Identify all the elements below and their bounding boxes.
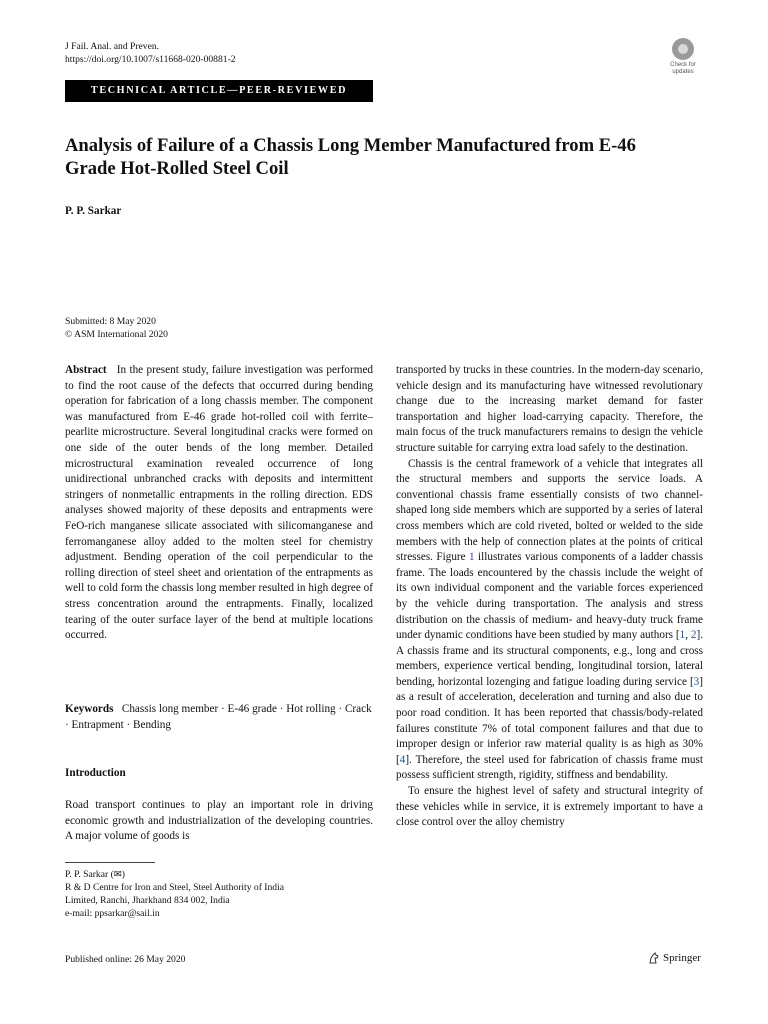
introduction-heading: Introduction [65, 767, 126, 779]
ref-4-link[interactable]: 4 [399, 753, 406, 766]
author-affiliation [65, 868, 373, 920]
paragraph-transport: transported by trucks in these countries. In the modern-day scenario, vehicle design and its manufacturing have witnessed revolutionary change due to the increasing market demand for faster transportation and higher load-carrying capacity. Therefore, the main focus of the truck manufacturers remains to design the vehicle structure suitable for carrying extra load safely to the destination. [396, 364, 703, 454]
keywords [65, 702, 373, 733]
ref-2-link[interactable]: 2 [690, 629, 697, 642]
doi-link[interactable]: https://doi.org/10.1007/s11668-020-00881-2 [65, 54, 236, 65]
springer-horse-icon [648, 952, 660, 964]
ref-1-link[interactable]: 1 [679, 629, 686, 642]
submitted-date: Submitted: 8 May 2020 [65, 316, 156, 327]
article-type-banner: TECHNICAL ARTICLE—PEER-REVIEWED [65, 80, 373, 102]
abstract-text: In the present study, failure investigation was performed to find the root cause of the defects that occurred during bending operation for fabrication of a long chassis member. The component was manufactured from E-46 grade hot-rolled coil with ferrite–pearlite microstructure. Several longitudinal cracks were formed on one side of the outer bends of the long member. Detailed microstructural examination revealed occurrence of long unidirectional unbranched cracks with deposits and intermittent stringers of nonmetallic entrapments in the rolling direction. EDS analyses showed majority of these deposits and entrapments were FeO-rich manganese silicate associated with silicomanganese and ferromanganese alloy added to the molten steel for chemistry adjustment. Bending operation of the coil perpendicular to the rolling direction of steel sheet and orientation of the entrapments as well to cold form the chassis long member resulted in high degree of stress concentration around the entrapments. Finally, localized tearing of the outer surface layer of the bend at multiple locations occurred. [65, 364, 373, 642]
check-updates-icon [672, 38, 694, 60]
publisher-logo [648, 952, 701, 964]
figure-1-link[interactable]: 1 [469, 551, 475, 564]
introduction-text [65, 798, 373, 845]
badge-line-1: Check for [670, 62, 696, 68]
article-title: Analysis of Failure of a Chassis Long Member Manufactured from E-46 Grade Hot-Rolled Steel Coil [65, 135, 636, 179]
intro-paragraph-1: Road transport continues to play an important role in driving economic growth and industrialization of the developing countries. A major volume of goods is [65, 799, 373, 843]
publisher-name: Springer [663, 952, 701, 964]
affiliation-email[interactable]: e-mail: ppsarkar@sail.in [65, 908, 160, 919]
affiliation-line-2: Limited, Ranchi, Jharkhand 834 002, India [65, 895, 230, 906]
affiliation-author: P. P. Sarkar (✉) [65, 869, 126, 880]
affiliation-line-1: R & D Centre for Iron and Steel, Steel Authority of India [65, 882, 285, 893]
copyright-line: © ASM International 2020 [65, 329, 168, 340]
published-online: Published online: 26 May 2020 [65, 954, 186, 965]
abstract-label: Abstract [65, 364, 107, 376]
paragraph-chassis: Chassis is the central framework of a vehicle that integrates all the structural members and supports the service loads. A conventional chassis frame essentially consists of two channel-shaped long side members which are supported by a series of lateral cross members which are cold riveted, bolted or welded to the side members with the help of connection plates at the points of critical stresses. Figure 1 illustrates various components of a ladder chassis frame. The loads encountered by the chassis include the weight of its own individual component and the variable forces experienced by the vehicle during transportation. The analysis and stress distribution on the chassis of medium- and heavy-duty truck frame under dynamic conditions have been studied by many authors [1, 2]. A chassis frame and its structural components, e.g., long and cross members, experience vertical bending, longitudinal torsion, lateral bending, horizontal lozenging and fatigue loading during service [3] as a result of acceleration, deceleration and turning and also due to poor road condition. It has been reported that chassis/body-related failures constitute 7% of total component failures and that due to improper design or inferior raw material quality is as high as 30% [4]. Therefore, the steel used for fabrication of chassis frame must possess sufficient strength, rigidity, stiffness and bendability. [396, 457, 704, 782]
journal-header [65, 40, 365, 66]
badge-line-2: updates [672, 68, 694, 75]
abstract [65, 363, 373, 644]
keywords-label: Keywords [65, 703, 114, 715]
check-for-updates-badge[interactable] [664, 38, 702, 80]
keywords-text: Chassis long member · E-46 grade · Hot rolling · Crack · Entrapment · Bending [65, 703, 372, 731]
journal-name: J Fail. Anal. and Preven. [65, 41, 160, 52]
ref-3-link[interactable]: 3 [693, 675, 700, 688]
footnote-divider [65, 862, 155, 863]
author-name: P. P. Sarkar [65, 205, 122, 217]
right-column [396, 363, 703, 831]
article-history [65, 315, 168, 341]
paragraph-safety: To ensure the highest level of safety and structural integrity of these vehicles while in service, it is extremely important to have a close control over the alloy chemistry [396, 785, 703, 829]
